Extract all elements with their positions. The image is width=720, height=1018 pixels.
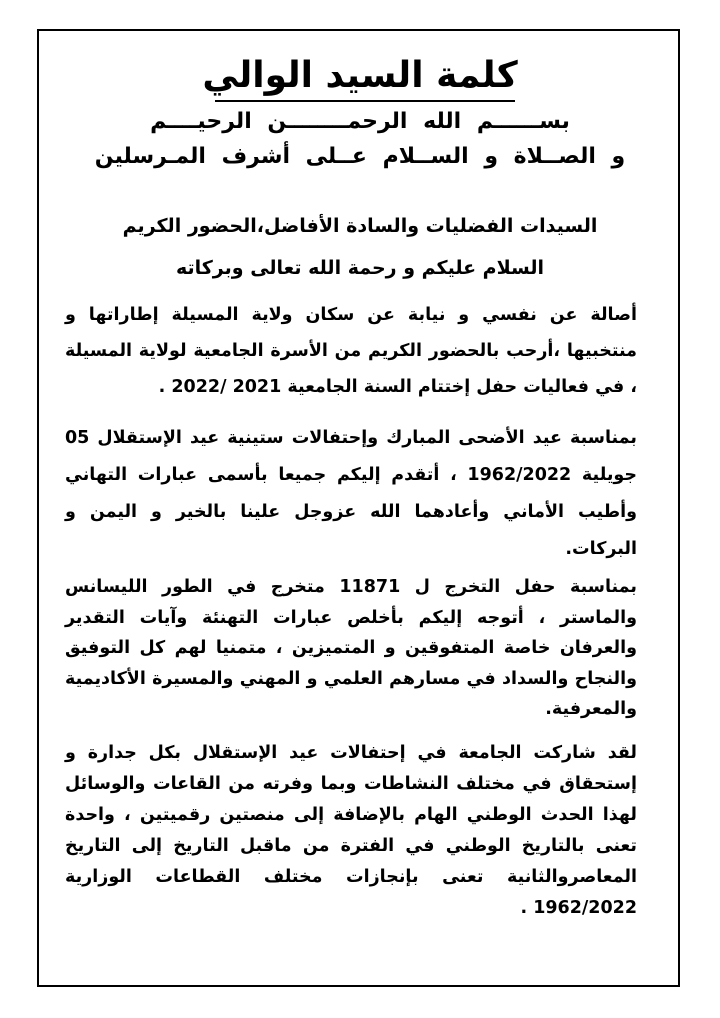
- document-title: كلمة السيد الوالي: [202, 55, 518, 96]
- salutation-line: و الصــلاة و الســلام عــلى أشرف المـرسلين: [94, 144, 626, 169]
- paragraph-welcome: أصالة عن نفسي و نيابة عن سكان ولاية المسيلة إطاراتها و منتخبيها ،أرحب بالحضور الكريم من الأسرة الجامعية لولاية المسيلة ، في فعاليات حفل إختتام السنة الجامعية 2021 /2022 .: [65, 305, 637, 397]
- peace-greeting: السلام عليكم و رحمة الله تعالى وبركاته: [175, 257, 545, 279]
- audience-greeting: السيدات الفضليات والسادة الأفاضل،الحضور الكريم: [122, 215, 598, 237]
- paragraph-eid-independence: بمناسبة عيد الأضحى المبارك وإحتفالات ستينية عيد الإستقلال 05 جويلية 1962/2022 ، أتقدم إليكم جميعا بأسمى عبارات التهاني وأطيب الأماني وأعادهما الله عزوجل علينا بالخير و اليمن و البركات.: [65, 428, 637, 559]
- title-underline: [215, 100, 515, 102]
- paragraph-graduation: بمناسبة حفل التخرج ل 11871 متخرج في الطور الليسانس والماستر ، أتوجه إليكم بأخلص عبارات التهنئة وآيات التقدير والعرفان خاصة المتفوقين و المتميزين ، متمنيا لهم كل التوفيق والنجاح والسداد في مسارهم العلمي و المهني والمسيرة الأكاديمية والمعرفية.: [65, 577, 637, 719]
- paragraph-university-participation: لقد شاركت الجامعة في إحتفالات عيد الإستقلال بكل جدارة و إستحقاق في مختلف النشاطات وبما وفرته من القاعات والوسائل لهذا الحدث الوطني الهام بالإضافة إلى منصتين رقميتين ، واحدة تعنى بالتاريخ الوطني في الفترة من ماقبل التاريخ إلى التاريخ المعاصروالثانية تعنى بإنجازات مختلف القطاعات الوزارية 1962/2022 .: [65, 743, 637, 918]
- basmala-line: بســــــم الله الرحمــــــــن الرحيــــم: [150, 109, 570, 134]
